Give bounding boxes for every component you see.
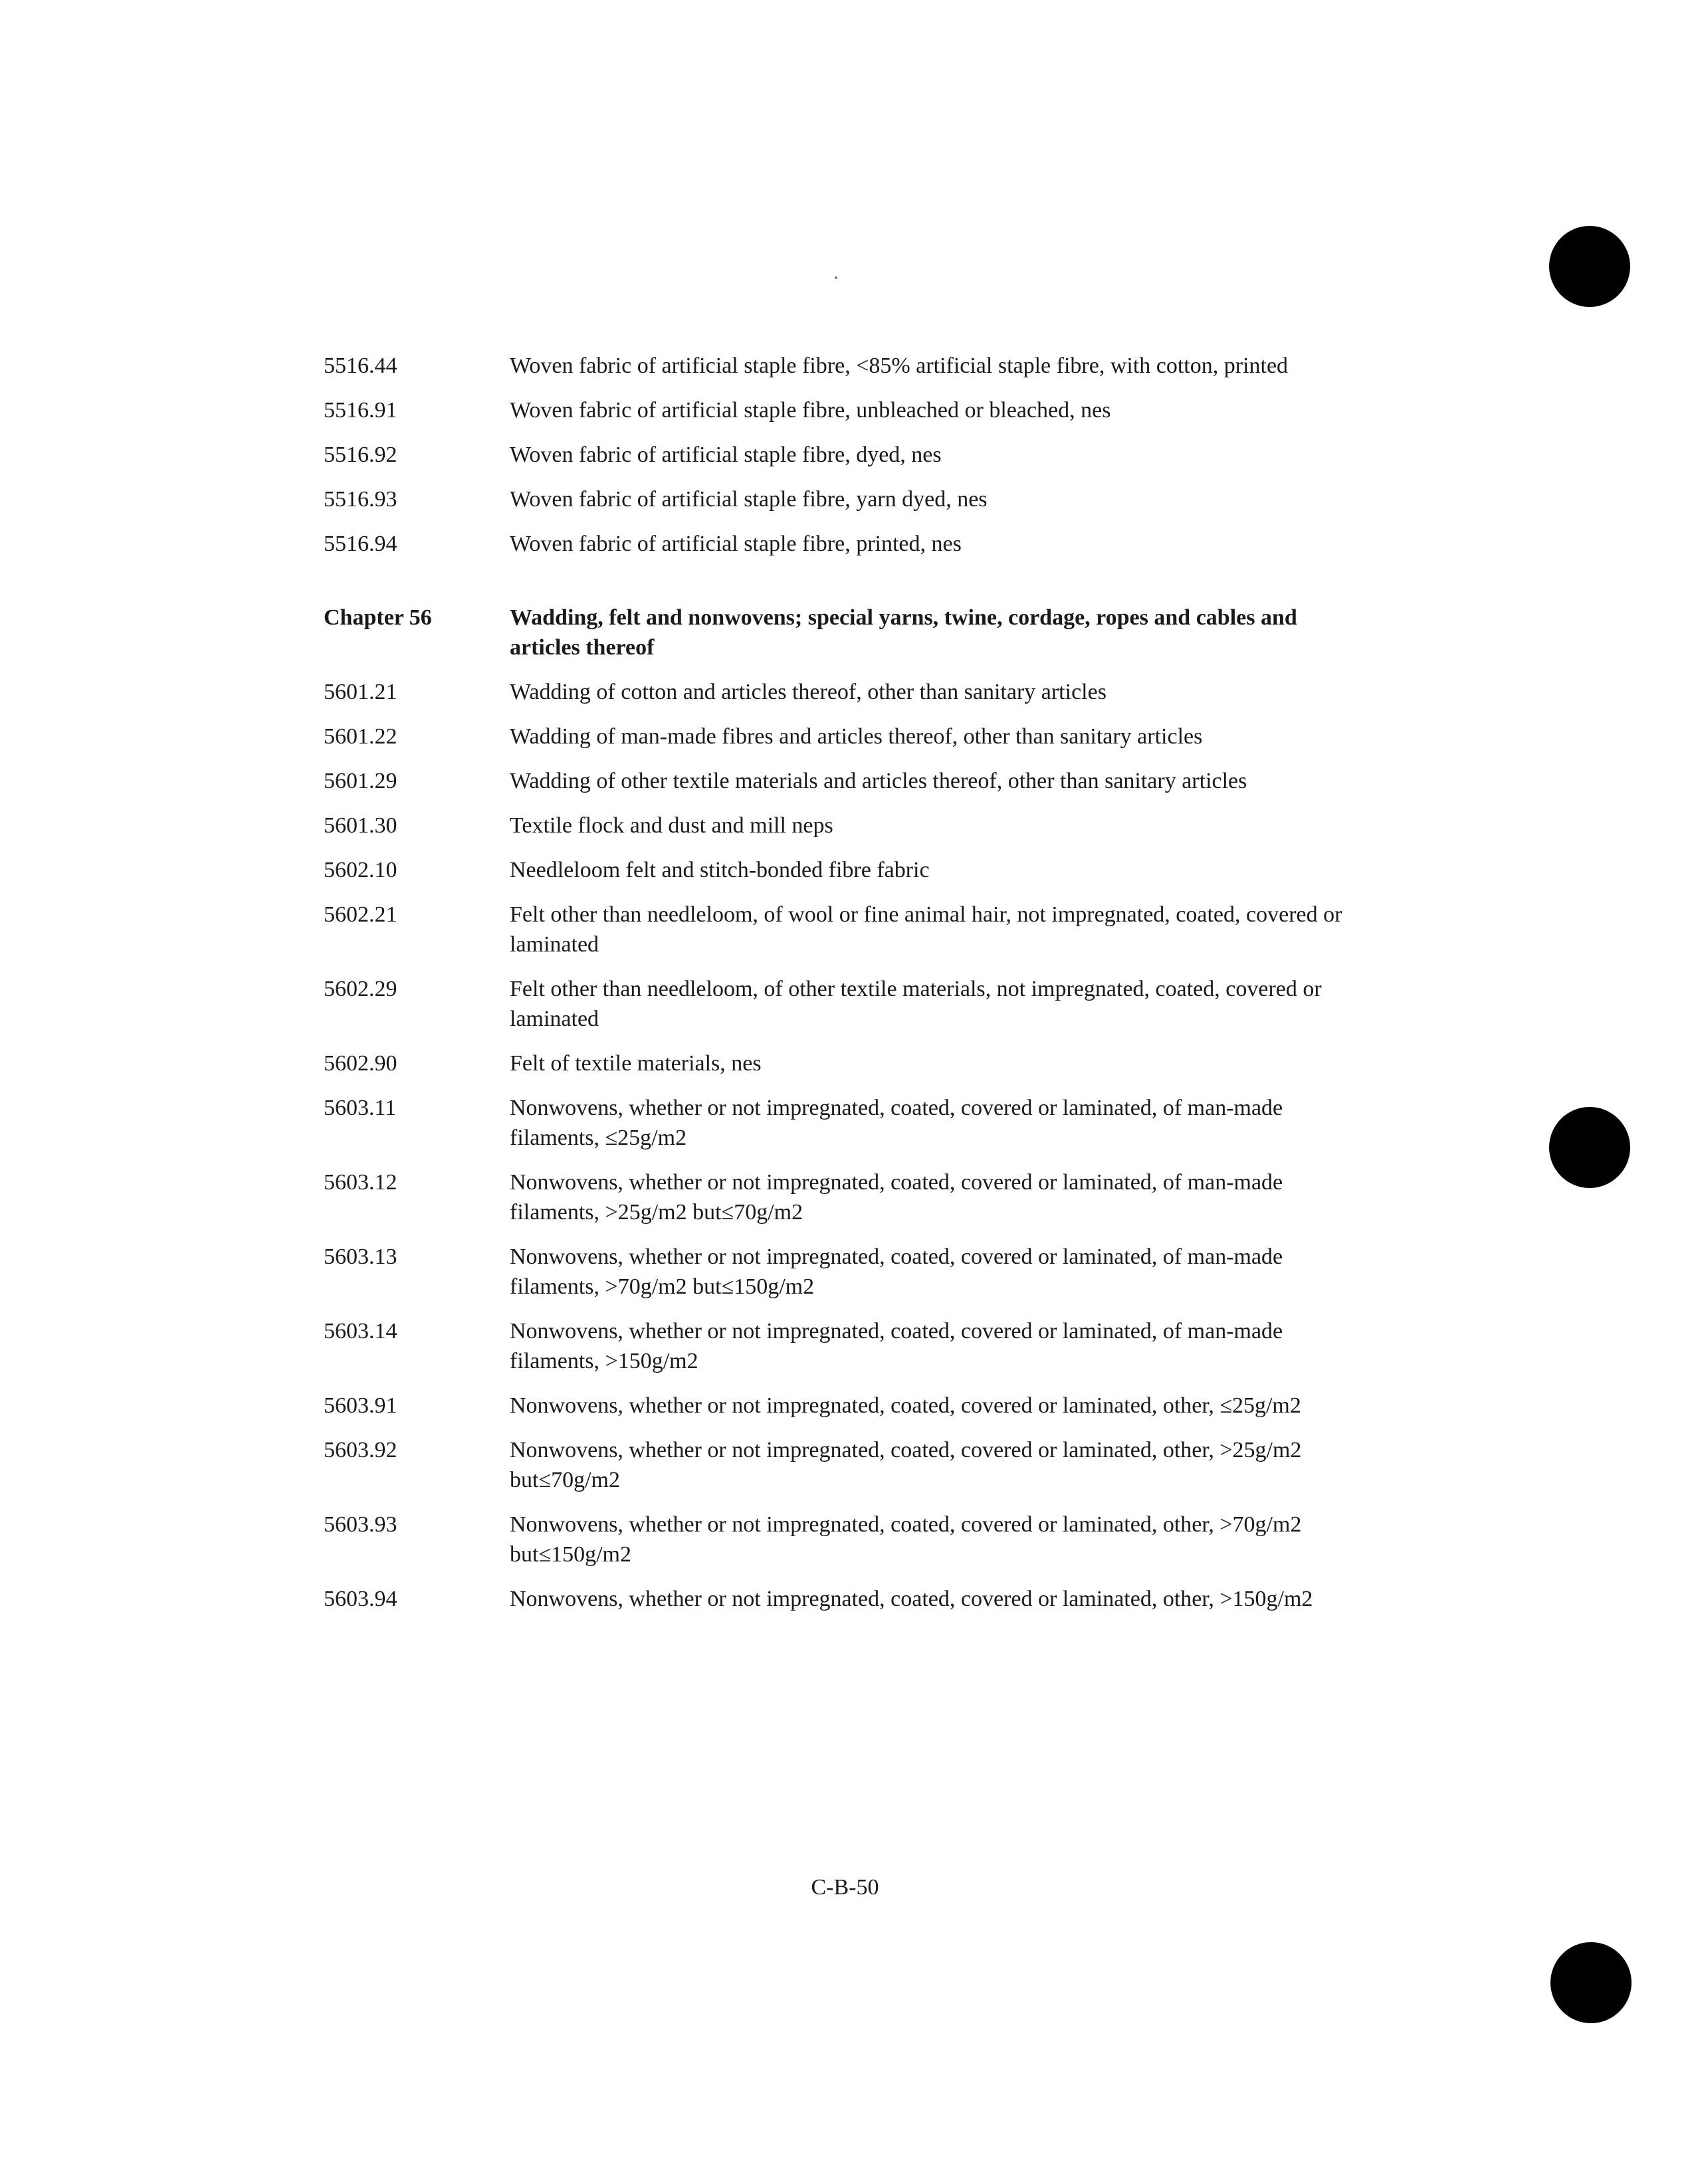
list-item bbox=[324, 900, 1360, 959]
tariff-code: 5603.12 bbox=[324, 1170, 397, 1195]
tariff-code: 5601.22 bbox=[324, 724, 397, 749]
tariff-code: 5516.44 bbox=[324, 353, 397, 378]
tariff-description: Textile flock and dust and mill neps bbox=[510, 813, 833, 838]
tariff-code: 5602.29 bbox=[324, 977, 397, 1001]
tariff-code: 5516.92 bbox=[324, 443, 397, 467]
tariff-code: 5603.13 bbox=[324, 1244, 397, 1269]
tariff-code: 5601.21 bbox=[324, 680, 397, 704]
list-item bbox=[324, 484, 1360, 514]
list-item bbox=[324, 1391, 1360, 1421]
list-item bbox=[324, 529, 1360, 559]
tariff-description: Wadding of other textile materials and articles thereof, other than sanitary articles bbox=[510, 769, 1247, 793]
list-item bbox=[324, 1584, 1360, 1614]
tariff-description: Needleloom felt and stitch-bonded fibre fabric bbox=[510, 858, 930, 882]
tariff-description: Nonwovens, whether or not impregnated, coated, covered or laminated, of man-made filaments, >150g/m2 bbox=[510, 1319, 1283, 1373]
tariff-description: Woven fabric of artificial staple fibre, yarn dyed, nes bbox=[510, 487, 988, 512]
list-item bbox=[324, 1242, 1360, 1302]
tariff-code: 5603.14 bbox=[324, 1319, 397, 1343]
tariff-code: 5602.10 bbox=[324, 858, 397, 882]
list-item bbox=[324, 811, 1360, 841]
punch-hole bbox=[1549, 1107, 1630, 1188]
tariff-code: 5602.90 bbox=[324, 1051, 397, 1076]
tariff-code: 5602.21 bbox=[324, 902, 397, 927]
list-item bbox=[324, 677, 1360, 707]
tariff-description: Nonwovens, whether or not impregnated, coated, covered or laminated, of man-made filaments, >25g/m2 but≤70g/m2 bbox=[510, 1170, 1283, 1225]
list-item bbox=[324, 1167, 1360, 1227]
tariff-code: 5516.94 bbox=[324, 532, 397, 556]
list-item bbox=[324, 766, 1360, 796]
scan-speck bbox=[835, 276, 837, 279]
list-item bbox=[324, 1093, 1360, 1153]
tariff-code: 5603.94 bbox=[324, 1587, 397, 1611]
tariff-description: Felt of textile materials, nes bbox=[510, 1051, 762, 1076]
tariff-code-list bbox=[324, 351, 1360, 1629]
punch-hole bbox=[1549, 226, 1630, 307]
punch-hole bbox=[1550, 1942, 1632, 2023]
list-item bbox=[324, 1316, 1360, 1376]
tariff-description: Woven fabric of artificial staple fibre, <85% artificial staple fibre, with cotton, printed bbox=[510, 353, 1289, 378]
tariff-description: Woven fabric of artificial staple fibre, dyed, nes bbox=[510, 443, 942, 467]
tariff-description: Nonwovens, whether or not impregnated, coated, covered or laminated, of man-made filaments, >70g/m2 but≤150g/m2 bbox=[510, 1244, 1283, 1299]
tariff-code: 5516.93 bbox=[324, 487, 397, 512]
tariff-description: Felt other than needleloom, of other textile materials, not impregnated, coated, covered or laminated bbox=[510, 977, 1322, 1031]
list-item bbox=[324, 1510, 1360, 1569]
tariff-code: 5601.29 bbox=[324, 769, 397, 793]
list-item bbox=[324, 440, 1360, 470]
tariff-description: Nonwovens, whether or not impregnated, coated, covered or laminated, of man-made filaments, ≤25g/m2 bbox=[510, 1096, 1283, 1150]
tariff-description: Nonwovens, whether or not impregnated, coated, covered or laminated, other, ≤25g/m2 bbox=[510, 1393, 1301, 1418]
tariff-code: 5601.30 bbox=[324, 813, 397, 838]
list-item bbox=[324, 974, 1360, 1034]
chapter-heading bbox=[324, 603, 1360, 662]
list-item bbox=[324, 1435, 1360, 1495]
page-number: C-B-50 bbox=[811, 1875, 879, 1900]
tariff-description: Woven fabric of artificial staple fibre, printed, nes bbox=[510, 532, 962, 556]
list-item bbox=[324, 351, 1360, 381]
tariff-code: 5603.11 bbox=[324, 1096, 397, 1120]
list-item bbox=[324, 722, 1360, 751]
tariff-code: 5603.91 bbox=[324, 1393, 397, 1418]
tariff-code: 5603.93 bbox=[324, 1512, 397, 1537]
tariff-description: Wadding of cotton and articles thereof, other than sanitary articles bbox=[510, 680, 1107, 704]
tariff-description: Felt other than needleloom, of wool or fine animal hair, not impregnated, coated, covered or laminated bbox=[510, 902, 1342, 957]
tariff-code: 5516.91 bbox=[324, 398, 397, 423]
tariff-description: Woven fabric of artificial staple fibre, unbleached or bleached, nes bbox=[510, 398, 1111, 423]
list-item bbox=[324, 395, 1360, 425]
tariff-description: Nonwovens, whether or not impregnated, coated, covered or laminated, other, >150g/m2 bbox=[510, 1587, 1313, 1611]
tariff-code: 5603.92 bbox=[324, 1438, 397, 1462]
tariff-description: Nonwovens, whether or not impregnated, coated, covered or laminated, other, >70g/m2 but≤150g/m2 bbox=[510, 1512, 1302, 1567]
list-item bbox=[324, 1048, 1360, 1078]
list-item bbox=[324, 855, 1360, 885]
tariff-description: Nonwovens, whether or not impregnated, coated, covered or laminated, other, >25g/m2 but≤70g/m2 bbox=[510, 1438, 1302, 1492]
tariff-description: Wadding of man-made fibres and articles thereof, other than sanitary articles bbox=[510, 724, 1203, 749]
chapter-number: Chapter 56 bbox=[324, 605, 432, 630]
chapter-title: Wadding, felt and nonwovens; special yarns, twine, cordage, ropes and cables and articles thereof bbox=[510, 605, 1297, 660]
